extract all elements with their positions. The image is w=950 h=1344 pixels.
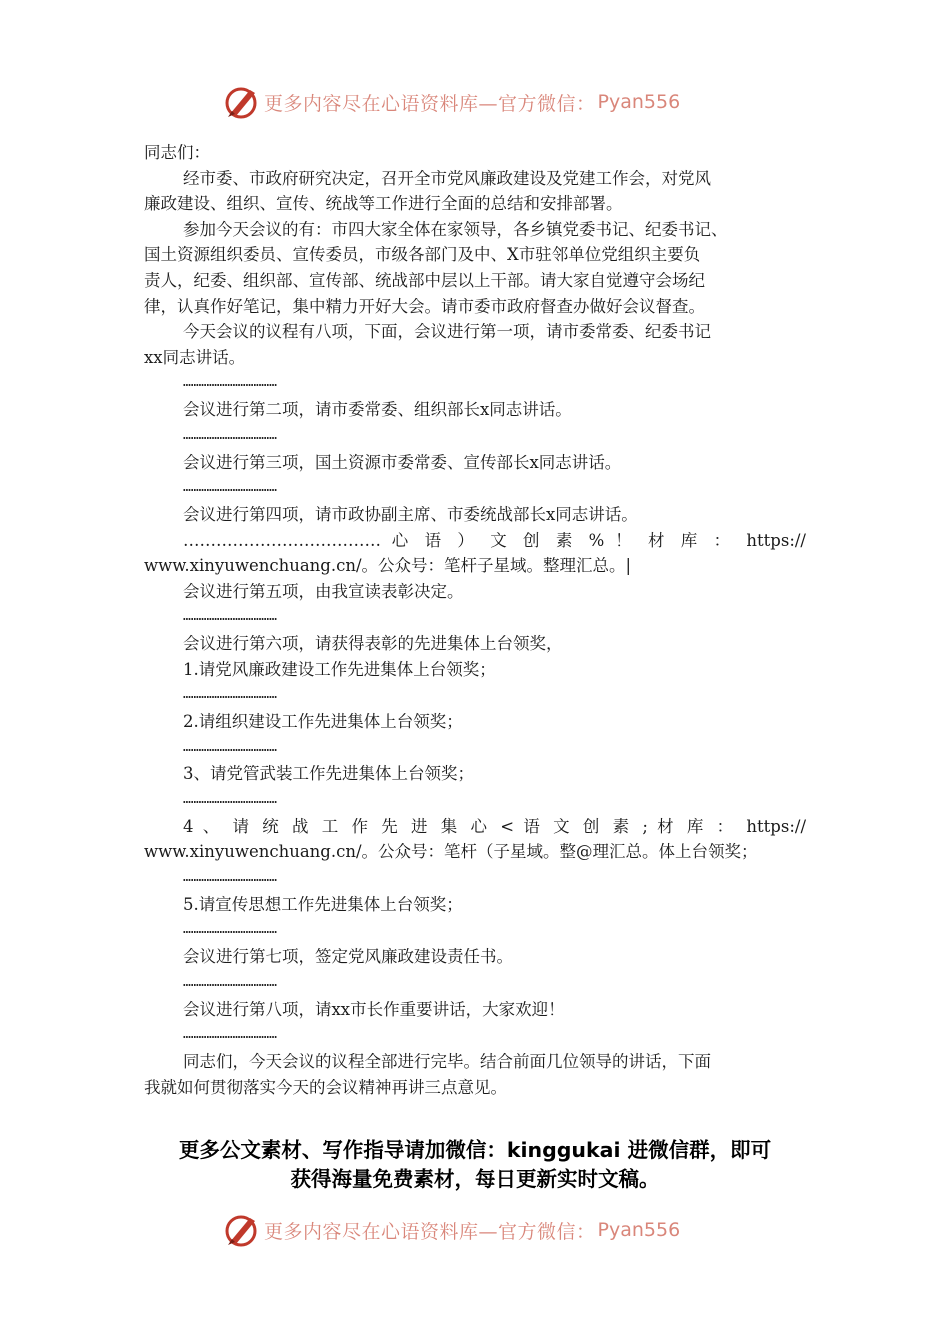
promo-line: 更多公文素材、写作指导请加微信：kinggukai 进微信群，即可 xyxy=(178,1138,772,1162)
paragraph-line: 廉政建设、组织、宣传、统战等工作进行全面的总结和安排部署。 xyxy=(144,194,623,214)
ellipsis-separator: ……………………………… xyxy=(183,1027,277,1043)
paragraph-line: 同志们，今天会议的议程全部进行完毕。结合前面几位领导的讲话，下面 xyxy=(183,1052,711,1072)
award-item: 5.请宣传思想工作先进集体上台领奖； xyxy=(183,894,463,914)
watermark-line: ……………………………… 心 语 ） 文 创 素 % ！ 材 库 ： https:// xyxy=(183,530,806,550)
ellipsis-separator: ……………………………… xyxy=(183,974,277,990)
agenda-item: 会议进行第七项，签定党风廉政建设责任书。 xyxy=(183,947,513,967)
banner-wechat-id: Pyan556 xyxy=(597,1219,681,1241)
banner-title: 更多内容尽在心语资料库—官方微信： xyxy=(264,1220,596,1243)
banner-title: 更多内容尽在心语资料库—官方微信： xyxy=(264,92,596,115)
ellipsis-separator: ……………………………… xyxy=(183,922,277,938)
award-item: 2.请组织建设工作先进集体上台领奖； xyxy=(183,712,463,732)
ellipsis-separator: ……………………………… xyxy=(183,375,277,391)
pen-logo-icon xyxy=(224,84,260,120)
agenda-item: 会议进行第四项，请市政协副主席、市委统战部长x同志讲话。 xyxy=(183,504,638,524)
agenda-item: 会议进行第二项，请市委常委、组织部长x同志讲话。 xyxy=(183,400,572,420)
ellipsis-separator: ……………………………… xyxy=(183,427,277,443)
ellipsis-separator: ……………………………… xyxy=(183,687,277,703)
paragraph-line: 责人，纪委、组织部、宣传部、统战部中层以上干部。请大家自觉遵守会场纪 xyxy=(144,270,705,290)
award-item: www.xinyuwenchuang.cn/。公众号：笔杆（子星域。整@理汇总。体上台领奖； xyxy=(144,842,758,862)
document-body xyxy=(144,140,806,1100)
promo-line: 获得海量免费素材，每日更新实时文稿。 xyxy=(290,1167,660,1191)
agenda-item: 会议进行第五项，由我宣读表彰决定。 xyxy=(183,581,464,601)
watermark-line: www.xinyuwenchuang.cn/。公众号：笔杆子星域。整理汇总。| xyxy=(144,556,632,576)
award-item: 1.请党风廉政建设工作先进集体上台领奖； xyxy=(183,659,496,679)
paragraph-line: 律，认真作好笔记，集中精力开好大会。请市委市政府督查办做好会议督查。 xyxy=(144,296,705,316)
footer-banner xyxy=(224,1210,724,1250)
greeting: 同志们： xyxy=(144,143,210,162)
header-banner xyxy=(224,82,724,122)
ellipsis-separator: ……………………………… xyxy=(183,609,277,625)
paragraph-line: 国土资源组织委员、宣传委员，市级各部门及中、X市驻邻单位党组织主要负 xyxy=(144,245,701,265)
paragraph-line: xx同志讲话。 xyxy=(144,347,246,367)
ellipsis-separator: ……………………………… xyxy=(183,480,277,496)
ellipsis-separator: ……………………………… xyxy=(183,792,277,808)
award-item: 3、请党管武装工作先进集体上台领奖； xyxy=(183,764,474,784)
award-item: 4 、 请 统 战 工 作 先 进 集 心 < 语 文 创 素 ; 材 库 ： https:// xyxy=(183,816,806,836)
promo-notice xyxy=(120,1136,830,1194)
pen-logo-icon xyxy=(224,1212,260,1248)
ellipsis-separator: ……………………………… xyxy=(183,870,277,886)
paragraph-line: 参加今天会议的有：市四大家全体在家领导，各乡镇党委书记、纪委书记、 xyxy=(183,219,728,239)
agenda-item: 会议进行第八项，请xx市长作重要讲话，大家欢迎！ xyxy=(183,999,565,1019)
ellipsis-separator: ……………………………… xyxy=(183,739,277,755)
paragraph-line: 经市委、市政府研究决定，召开全市党风廉政建设及党建工作会，对党风 xyxy=(183,168,711,188)
paragraph-line: 今天会议的议程有八项，下面，会议进行第一项，请市委常委、纪委书记 xyxy=(183,322,711,342)
banner-wechat-id: Pyan556 xyxy=(597,91,681,113)
paragraph-line: 我就如何贯彻落实今天的会议精神再讲三点意见。 xyxy=(144,1077,507,1097)
agenda-item: 会议进行第三项，国土资源市委常委、宣传部长x同志讲话。 xyxy=(183,452,622,472)
agenda-item: 会议进行第六项，请获得表彰的先进集体上台领奖， xyxy=(183,634,563,654)
